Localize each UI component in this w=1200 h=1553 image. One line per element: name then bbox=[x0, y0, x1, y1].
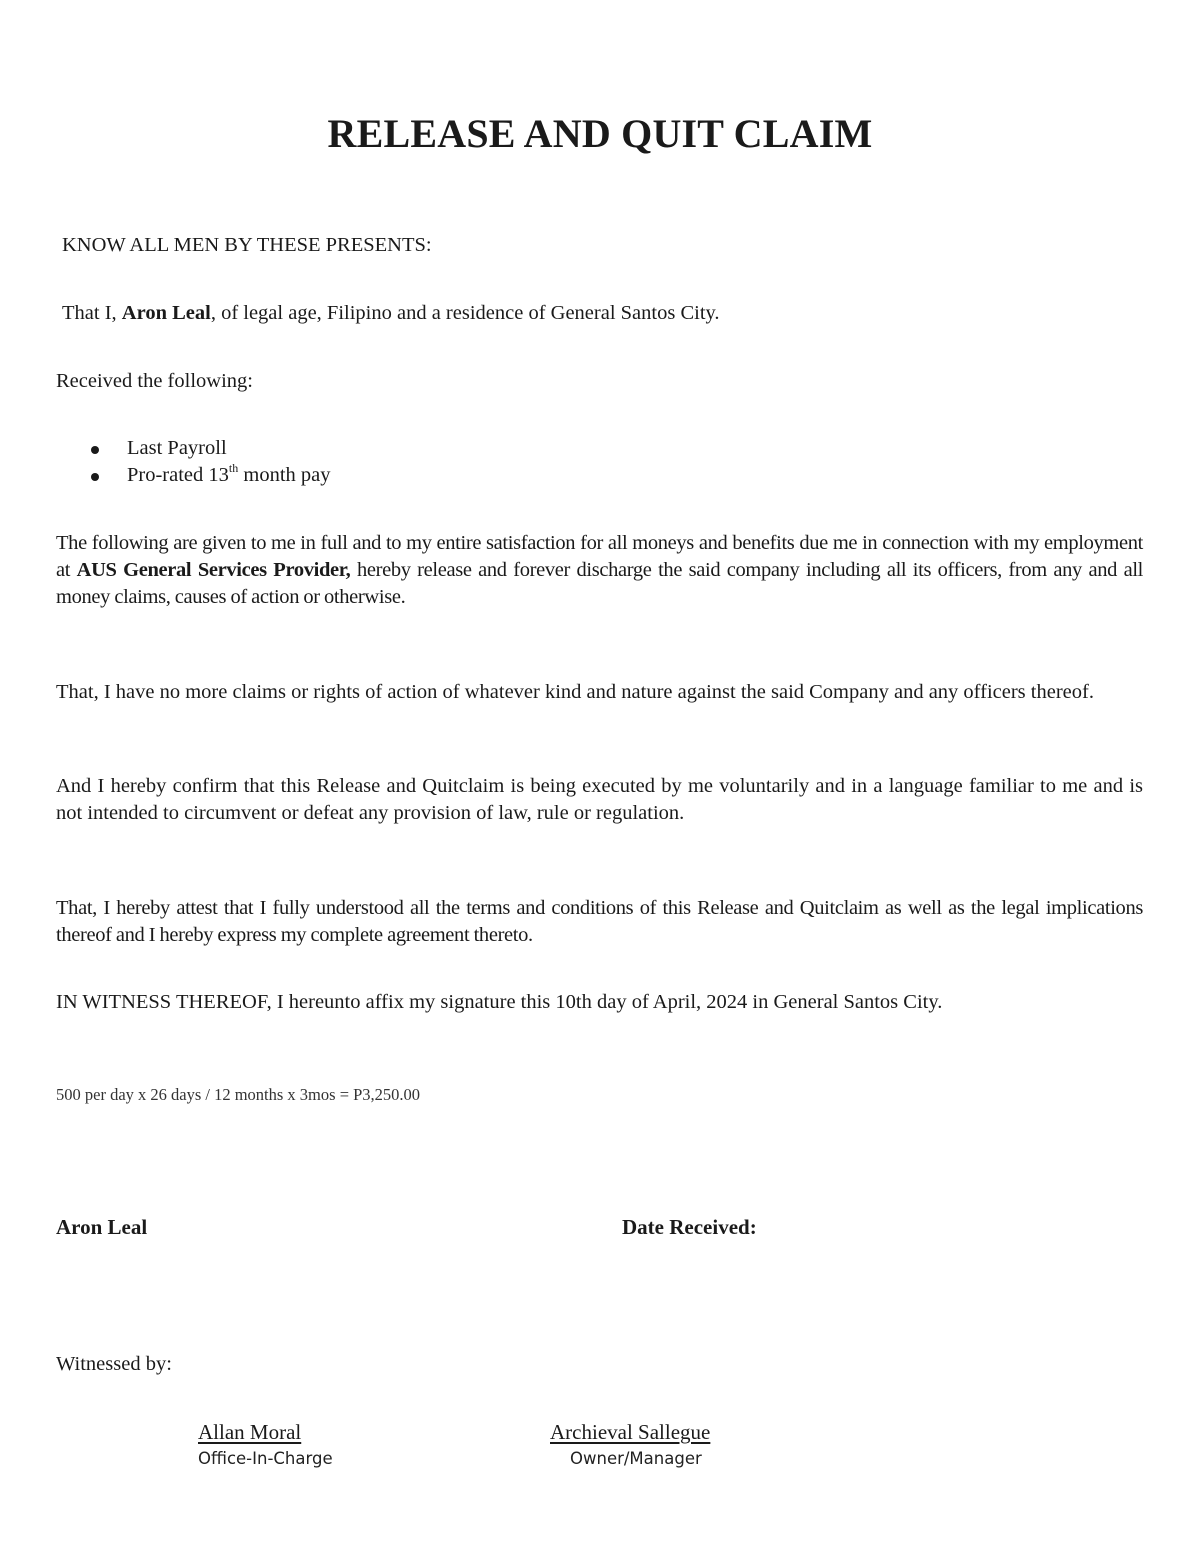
received-intro: Received the following: bbox=[56, 370, 253, 392]
paragraph-voluntary: And I hereby confirm that this Release and Quitclaim is being executed by me voluntarily and in a language familiar to me and is not intended to circumvent or defeat any provision of law, rule or regulation. bbox=[56, 775, 1143, 824]
company-name: AUS General Services Provider, bbox=[76, 559, 351, 581]
identity-line bbox=[62, 300, 720, 327]
list-item bbox=[56, 435, 331, 462]
paragraph-employment bbox=[56, 530, 1143, 611]
paragraph-no-claims: That, I have no more claims or rights of action of whatever kind and nature against the said Company and any officers thereof. bbox=[56, 681, 1094, 703]
computation-note: 500 per day x 26 days / 12 months x 3mos = P3,250.00 bbox=[56, 1085, 421, 1104]
witnessed-by-label: Witnessed by: bbox=[56, 1353, 172, 1375]
witness-name: Allan Moral bbox=[198, 1420, 302, 1444]
identity-name: Aron Leal bbox=[121, 302, 211, 324]
identity-prefix: That I, bbox=[62, 302, 122, 324]
paragraph-attest: That, I hereby attest that I fully understood all the terms and conditions of this Release and Quitclaim as well as the legal implications thereof and I hereby express my complete agreement thereto. bbox=[56, 897, 1143, 946]
opening-line: KNOW ALL MEN BY THESE PRESENTS: bbox=[62, 234, 432, 256]
list-item-superscript: th bbox=[228, 461, 239, 475]
witness-role: Owner/Manager bbox=[570, 1449, 702, 1468]
witness-name: Archieval Sallegue bbox=[550, 1420, 711, 1444]
paragraph-employment-suffix: hereby release and forever discharge the said company including all its officers, from any and all money claims, causes of action or otherwise. bbox=[56, 559, 1144, 608]
witness-role: Office-In-Charge bbox=[198, 1449, 333, 1468]
paragraph-witness-clause: IN WITNESS THEREOF, I hereunto affix my signature this 10th day of April, 2024 in General Santos City. bbox=[56, 991, 943, 1013]
date-received-label: Date Received: bbox=[622, 1215, 757, 1239]
identity-suffix: , of legal age, Filipino and a residence of General Santos City. bbox=[210, 302, 720, 324]
received-list bbox=[56, 435, 331, 489]
list-item-text: Pro-rated 13 bbox=[127, 464, 229, 486]
signatory-name: Aron Leal bbox=[56, 1215, 148, 1239]
document-title: RELEASE AND QUIT CLAIM bbox=[327, 111, 873, 156]
list-item-text-after: month pay bbox=[238, 464, 331, 486]
paragraph-employment-prefix: The following are given to me in full and to my entire satisfaction for all moneys and benefits due me in connection with my employment at bbox=[56, 532, 1143, 581]
list-item bbox=[56, 462, 331, 489]
bullet-icon bbox=[91, 473, 99, 481]
bullet-icon bbox=[91, 446, 99, 454]
list-item-text: Last Payroll bbox=[127, 437, 227, 459]
